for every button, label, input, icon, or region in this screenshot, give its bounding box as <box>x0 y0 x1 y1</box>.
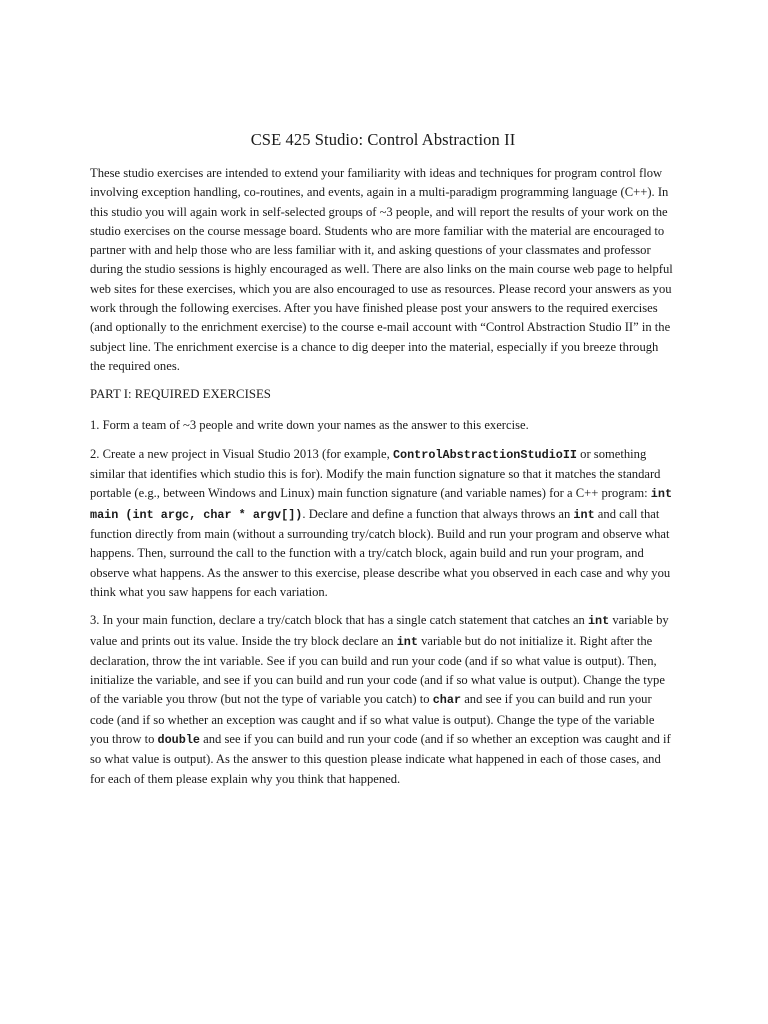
exercise-3-text: variable but do not initialize it. Right after the declaration, throw the int variable. See if you can build and run your code (and if so what value is output). Then, initialize the variable, and see if you can build and run your code (and if so what value is output). Change the type of the variable you throw (but not the type of variable you catch) to <box>90 633 665 707</box>
exercise-2 <box>90 445 676 602</box>
document-title: CSE 425 Studio: Control Abstraction II <box>250 130 516 149</box>
exercise-3-text: 3. In your main function, declare a try/catch block that has a single catch statement that catches an <box>90 613 588 628</box>
document-page <box>90 130 676 798</box>
exercise-2-text: and call that function directly from main (without a surrounding try/catch block). Build and run your program and observe what happens. Then, surround the call to the function with a try/catch block, again build and run your program, and observe what happens. As the answer to this exercise, please describe what you observed in each case and why you think what you saw happens for each variation. <box>90 506 671 599</box>
exercise-2-text: or something similar that identifies which studio this is for). Modify the main function signature so that it matches the standard portable (e.g., between Windows and Linux) main function signature (and variable names) for a C++ program: <box>90 446 661 501</box>
int-code: int <box>587 614 610 629</box>
exercise-2-text: 2. Create a new project in Visual Studio 2013 (for example, <box>90 446 393 461</box>
int-code: int <box>396 634 418 649</box>
part-heading: PART I: REQUIRED EXERCISES <box>90 387 271 402</box>
exercise-3-text: and see if you can build and run your code (and if so whether an exception was caught and if so what value is output). Change the type of the variable you throw to <box>90 692 655 747</box>
intro-paragraph: These studio exercises are intended to extend your familiarity with ideas and techniques for program control flow involving exception handling, co-routines, and events, again in a multi-paradigm programming language (C++). In this studio you will again work in self-selected groups of ~3 people, and will report the results of your work on the studio exercises on the course message board. Students who are more familiar with the material are encouraged to partner with and help those who are less familiar with it, and asking questions of your classmates and professor during the studio sessions is highly encouraged as well. There are also links on the main course web page to helpful web sites for these exercises, which you are also encouraged to use as resources. Please record your answers as you work through the following exercises. After you have finished please post your answers to the required exercises (and optionally to the enrichment exercise) to the course e-mail account with “Control Abstraction Studio II” in the subject line. The enrichment exercise is a chance to dig deeper into the material, especially if you breeze through the required ones. <box>90 166 673 373</box>
int-code: int <box>573 507 595 522</box>
exercise-2-text: . Declare and define a function that always throws an <box>302 506 574 521</box>
main-signature-code: int main (int argc, char * argv[]) <box>90 487 673 522</box>
exercise-1: 1. Form a team of ~3 people and write down your names as the answer to this exercise. <box>90 417 529 432</box>
project-name-code: ControlAbstractionStudioII <box>392 447 577 462</box>
char-code: char <box>432 693 462 708</box>
exercise-3-text: and see if you can build and run your code (and if so whether an exception was caught and if so what value is output). As the answer to this question please indicate what happened in each of those cases, and for each of them please explain why you think that happened. <box>90 732 671 786</box>
exercise-3-text: variable by value and prints out its value. Inside the try block declare an <box>90 613 669 648</box>
double-code: double <box>157 733 200 748</box>
exercise-3 <box>90 611 676 789</box>
